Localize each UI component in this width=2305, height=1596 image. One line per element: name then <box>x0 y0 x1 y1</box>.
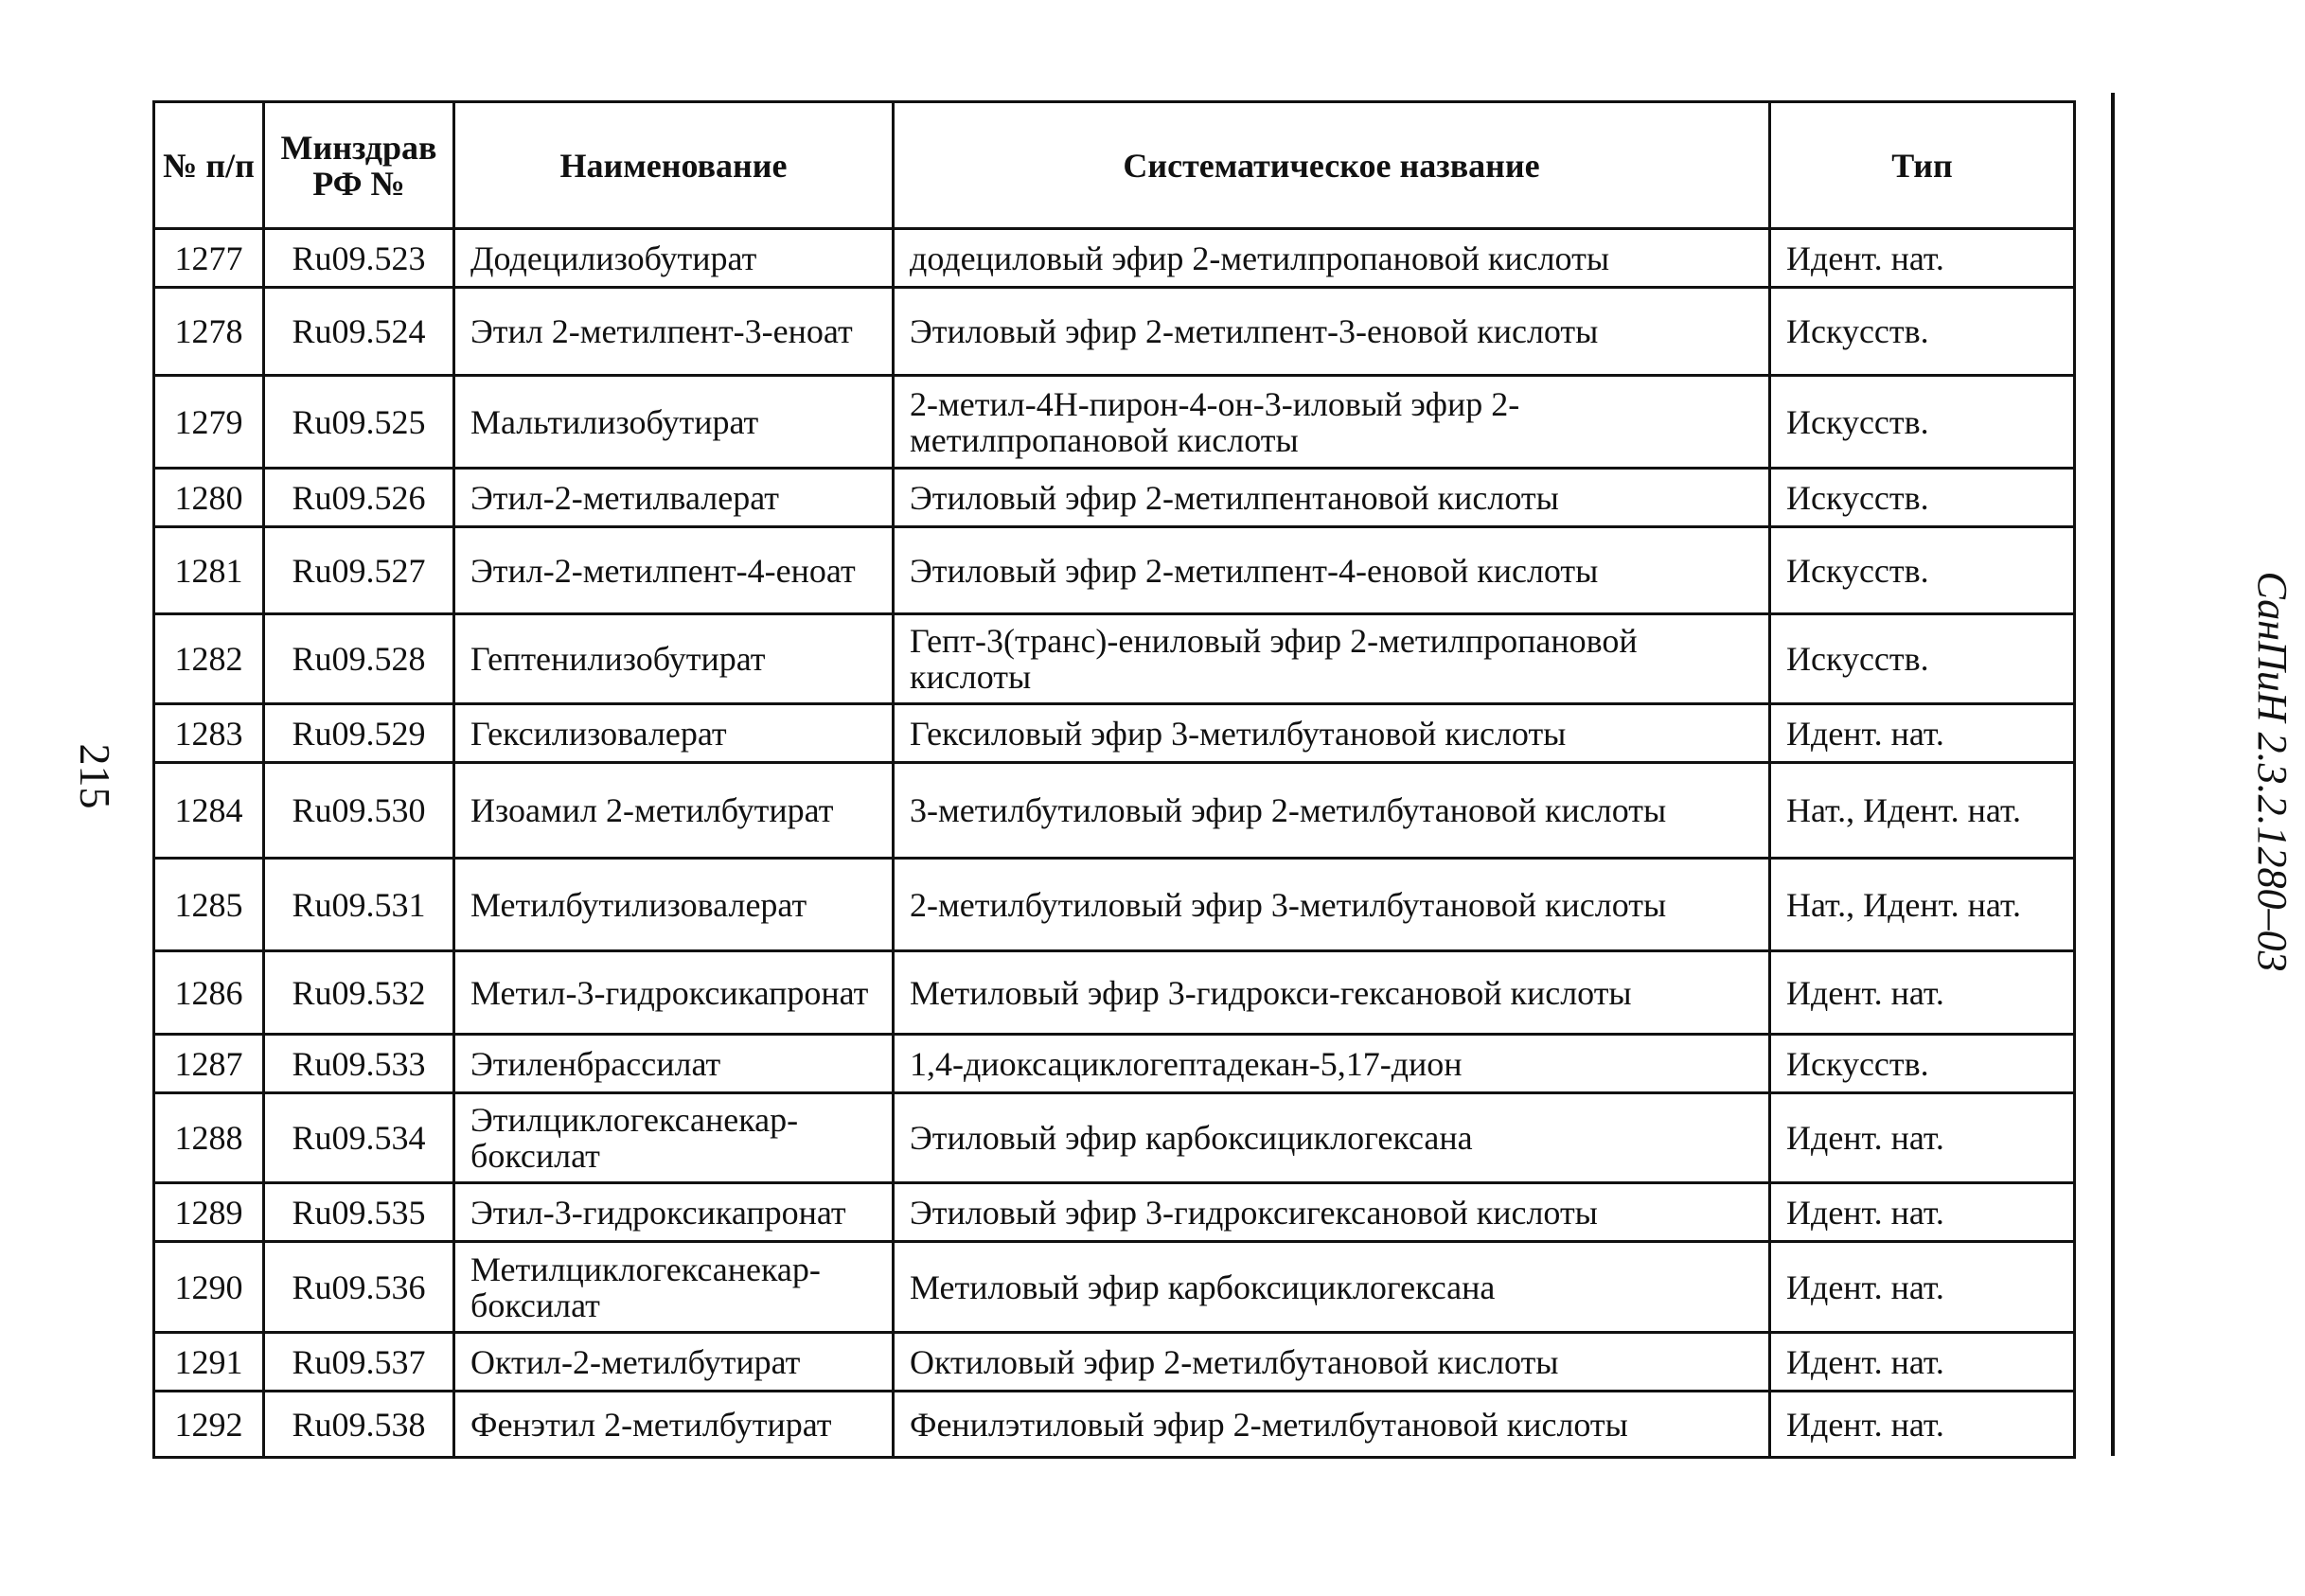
table-row <box>154 763 2075 859</box>
cell-type: Идент. нат. <box>1770 704 2075 763</box>
cell-name: Додецилизобутират <box>454 229 894 288</box>
table-row <box>154 1242 2075 1333</box>
cell-number: 1283 <box>154 704 264 763</box>
cell-number: 1278 <box>154 288 264 376</box>
cell-name: Гептенилизобутират <box>454 614 894 704</box>
table-row <box>154 469 2075 527</box>
table-row <box>154 951 2075 1035</box>
cell-type: Идент. нат. <box>1770 1333 2075 1392</box>
cell-type: Искусств. <box>1770 1035 2075 1093</box>
cell-ministry-code: Ru09.537 <box>264 1333 454 1392</box>
cell-number: 1282 <box>154 614 264 704</box>
cell-systematic-name: Октиловый эфир 2-метилбутановой кислоты <box>894 1333 1770 1392</box>
cell-ministry-code: Ru09.526 <box>264 469 454 527</box>
cell-systematic-name: 3-метилбутиловый эфир 2-метилбутановой кислоты <box>894 763 1770 859</box>
cell-number: 1286 <box>154 951 264 1035</box>
cell-type: Идент. нат. <box>1770 229 2075 288</box>
cell-systematic-name: Этиловый эфир 2-метилпент-3-еновой кислоты <box>894 288 1770 376</box>
cell-name: Фенэтил 2-метилбутират <box>454 1392 894 1458</box>
table-row <box>154 288 2075 376</box>
cell-number: 1280 <box>154 469 264 527</box>
cell-name: Гексилизовалерат <box>454 704 894 763</box>
cell-ministry-code: Ru09.529 <box>264 704 454 763</box>
cell-type: Идент. нат. <box>1770 1242 2075 1333</box>
header-type: Тип <box>1770 102 2075 229</box>
cell-type: Нат., Идент. нат. <box>1770 859 2075 951</box>
cell-systematic-name: Этиловый эфир 2-метилпентановой кислоты <box>894 469 1770 527</box>
cell-type: Идент. нат. <box>1770 1093 2075 1183</box>
cell-type: Искусств. <box>1770 288 2075 376</box>
cell-number: 1279 <box>154 376 264 469</box>
cell-systematic-name: 2-метил-4Н-пирон-4-он-3-иловый эфир 2-метилпропановой кислоты <box>894 376 1770 469</box>
header-number: № п/п <box>154 102 264 229</box>
table-row <box>154 1035 2075 1093</box>
cell-number: 1281 <box>154 527 264 614</box>
cell-type: Идент. нат. <box>1770 1183 2075 1242</box>
table-row <box>154 1392 2075 1458</box>
cell-number: 1289 <box>154 1183 264 1242</box>
cell-name: Этиленбрассилат <box>454 1035 894 1093</box>
cell-number: 1284 <box>154 763 264 859</box>
cell-ministry-code: Ru09.535 <box>264 1183 454 1242</box>
cell-ministry-code: Ru09.534 <box>264 1093 454 1183</box>
cell-ministry-code: Ru09.527 <box>264 527 454 614</box>
table-row <box>154 1333 2075 1392</box>
vertical-rule <box>2111 93 2115 1456</box>
cell-systematic-name: Гексиловый эфир 3-метилбутановой кислоты <box>894 704 1770 763</box>
cell-ministry-code: Ru09.528 <box>264 614 454 704</box>
cell-ministry-code: Ru09.530 <box>264 763 454 859</box>
cell-name: Изоамил 2-метилбутират <box>454 763 894 859</box>
substances-table <box>152 100 2076 1459</box>
cell-type: Искусств. <box>1770 469 2075 527</box>
cell-systematic-name: 2-метилбутиловый эфир 3-метилбутановой кислоты <box>894 859 1770 951</box>
cell-ministry-code: Ru09.525 <box>264 376 454 469</box>
cell-number: 1287 <box>154 1035 264 1093</box>
cell-number: 1292 <box>154 1392 264 1458</box>
cell-name: Этил-2-метилвалерат <box>454 469 894 527</box>
cell-ministry-code: Ru09.538 <box>264 1392 454 1458</box>
cell-name: Этил-2-метилпент-4-еноат <box>454 527 894 614</box>
cell-name: Этил-3-гидроксикапронат <box>454 1183 894 1242</box>
table-row <box>154 1093 2075 1183</box>
cell-systematic-name: Этиловый эфир 2-метилпент-4-еновой кислоты <box>894 527 1770 614</box>
table-row <box>154 229 2075 288</box>
cell-name: Этил 2-метилпент-3-еноат <box>454 288 894 376</box>
cell-systematic-name: Гепт-3(транс)-ениловый эфир 2-метилпропановой кислоты <box>894 614 1770 704</box>
cell-systematic-name: Этиловый эфир 3-гидроксигексановой кислоты <box>894 1183 1770 1242</box>
header-name: Наименование <box>454 102 894 229</box>
cell-ministry-code: Ru09.532 <box>264 951 454 1035</box>
cell-type: Нат., Идент. нат. <box>1770 763 2075 859</box>
cell-number: 1277 <box>154 229 264 288</box>
cell-systematic-name: Метиловый эфир карбоксициклогексана <box>894 1242 1770 1333</box>
cell-type: Искусств. <box>1770 614 2075 704</box>
cell-type: Искусств. <box>1770 527 2075 614</box>
table-header-row <box>154 102 2075 229</box>
table-row <box>154 859 2075 951</box>
cell-name: Метилциклогексанекар-боксилат <box>454 1242 894 1333</box>
cell-type: Идент. нат. <box>1770 951 2075 1035</box>
cell-ministry-code: Ru09.531 <box>264 859 454 951</box>
header-systematic-name: Систематическое название <box>894 102 1770 229</box>
cell-number: 1288 <box>154 1093 264 1183</box>
cell-ministry-code: Ru09.536 <box>264 1242 454 1333</box>
cell-systematic-name: Метиловый эфир 3-гидрокси-гексановой кислоты <box>894 951 1770 1035</box>
cell-name: Метил-3-гидроксикапронат <box>454 951 894 1035</box>
cell-systematic-name: Фенилэтиловый эфир 2-метилбутановой кислоты <box>894 1392 1770 1458</box>
cell-systematic-name: Этиловый эфир карбоксициклогексана <box>894 1093 1770 1183</box>
document-code: СанПиН 2.3.2.1280–03 <box>2249 571 2296 972</box>
cell-number: 1285 <box>154 859 264 951</box>
header-ministry-code: Минздрав РФ № <box>264 102 454 229</box>
page-number: 215 <box>71 743 119 809</box>
cell-name: Этилциклогексанекар-боксилат <box>454 1093 894 1183</box>
cell-name: Мальтилизобутират <box>454 376 894 469</box>
cell-systematic-name: 1,4-диоксациклогептадекан-5,17-дион <box>894 1035 1770 1093</box>
table-row <box>154 527 2075 614</box>
cell-ministry-code: Ru09.533 <box>264 1035 454 1093</box>
cell-number: 1291 <box>154 1333 264 1392</box>
table-row <box>154 376 2075 469</box>
cell-name: Метилбутилизовалерат <box>454 859 894 951</box>
table-row <box>154 1183 2075 1242</box>
cell-systematic-name: додециловый эфир 2-метилпропановой кислоты <box>894 229 1770 288</box>
table-row <box>154 614 2075 704</box>
cell-name: Октил-2-метилбутират <box>454 1333 894 1392</box>
cell-ministry-code: Ru09.523 <box>264 229 454 288</box>
cell-ministry-code: Ru09.524 <box>264 288 454 376</box>
cell-type: Искусств. <box>1770 376 2075 469</box>
cell-type: Идент. нат. <box>1770 1392 2075 1458</box>
table-row <box>154 704 2075 763</box>
cell-number: 1290 <box>154 1242 264 1333</box>
